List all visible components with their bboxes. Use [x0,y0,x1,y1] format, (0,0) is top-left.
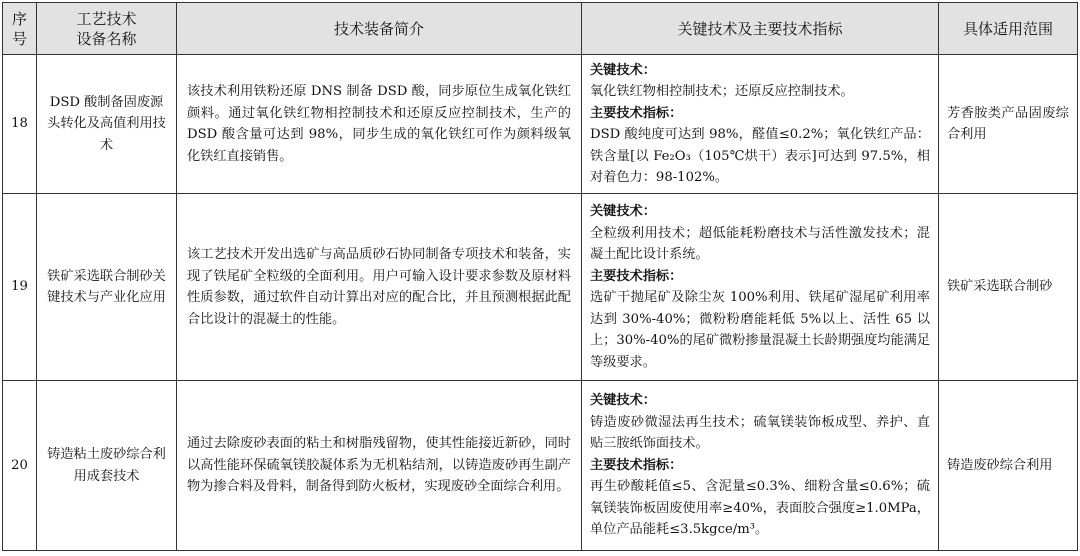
tech-scope: 芳香胺类产品固废综合利用 [939,55,1078,194]
key-tech-text: 全粒级利用技术；超低能耗粉磨技术与活性激发技术；混凝土配比设计系统。 [590,225,930,262]
header-no: 序 号 [3,3,37,55]
technology-table [2,2,1078,551]
header-spec: 关键技术及主要技术指标 [582,3,939,55]
table-row [3,381,1078,551]
tech-name: 铁矿采选联合制砂关键技术与产业化应用 [37,194,177,381]
tech-spec [582,194,939,381]
tech-description: 通过去除废砂表面的粘土和树脂残留物，使其性能接近新砂，同时以高性能环保硫氧镁胶凝体系为无机粘结剂，以铸造废砂再生副产物为掺合料及骨料，制备得到防火板材，实现废砂全面综合利用。 [177,381,582,551]
key-tech-label: 关键技术： [590,204,656,219]
key-tech-label: 关键技术： [590,393,656,409]
table-row [3,194,1078,381]
header-name: 工艺技术 设备名称 [37,3,177,55]
tech-spec [582,55,939,194]
table-row [3,55,1078,194]
main-index-text: DSD 酸纯度可达到 98%，醛值≤0.2%；氧化铁红产品：铁含量[以 Fe₂O₃（105℃烘干）表示]可达到 97.5%，相对着色力：98-102%。 [590,127,930,185]
main-index-label: 主要技术指标： [590,268,683,284]
main-index-label: 主要技术指标： [590,457,683,473]
tech-scope: 铁矿采选联合制砂 [939,194,1078,381]
tech-description: 该工艺技术开发出选矿与高品质砂石协同制备专项技术和装备，实现了铁尾矿全粒级的全面利用。用户可输入设计要求参数及原材料性质参数，通过软件自动计算出对应的配合比，并且预测根据此配合比设计的混凝土的性能。 [177,194,582,381]
key-tech-text: 氧化铁红物相控制技术；还原反应控制技术。 [590,84,854,99]
main-index-label: 主要技术指标： [590,105,683,121]
tech-spec [582,381,939,551]
main-index-text: 选矿干抛尾矿及除尘灰 100%利用、铁尾矿湿尾矿利用率达到 30%-40%；微粉粉磨能耗低 5%以上、活性 65 以上；30%-40%的尾矿微粉掺量混凝土长龄期强度均能满足等级要求。 [590,290,931,370]
key-tech-text: 铸造废砂微湿法再生技术；硫氧镁装饰板成型、养护、直贴三胺纸饰面技术。 [590,414,930,452]
row-number: 19 [3,194,37,381]
tech-scope: 铸造废砂综合利用 [939,381,1078,551]
header-desc: 技术装备简介 [177,3,582,55]
row-number: 20 [3,381,37,551]
tech-description: 该技术利用铁粉还原 DNS 制备 DSD 酸，同步原位生成氧化铁红颜料。通过氧化铁红物相控制技术和还原反应控制技术，生产的 DSD 酸含量可达到 98%，同步生成的氧化铁红可作为颜料级氧化铁红直接销售。 [177,55,582,194]
tech-name: DSD 酸制备固废源头转化及高值利用技术 [37,55,177,194]
header-scope: 具体适用范围 [939,3,1078,55]
key-tech-label: 关键技术： [590,62,656,78]
header-row [3,3,1078,55]
row-number: 18 [3,55,37,194]
tech-name: 铸造粘土废砂综合利用成套技术 [37,381,177,551]
main-index-text: 再生砂酸耗值≤5、含泥量≤0.3%、细粉含量≤0.6%；硫氧镁装饰板固废使用率≥40%，表面胶合强度≥1.0MPa，单位产品能耗≤3.5kgce/m³。 [590,479,930,538]
